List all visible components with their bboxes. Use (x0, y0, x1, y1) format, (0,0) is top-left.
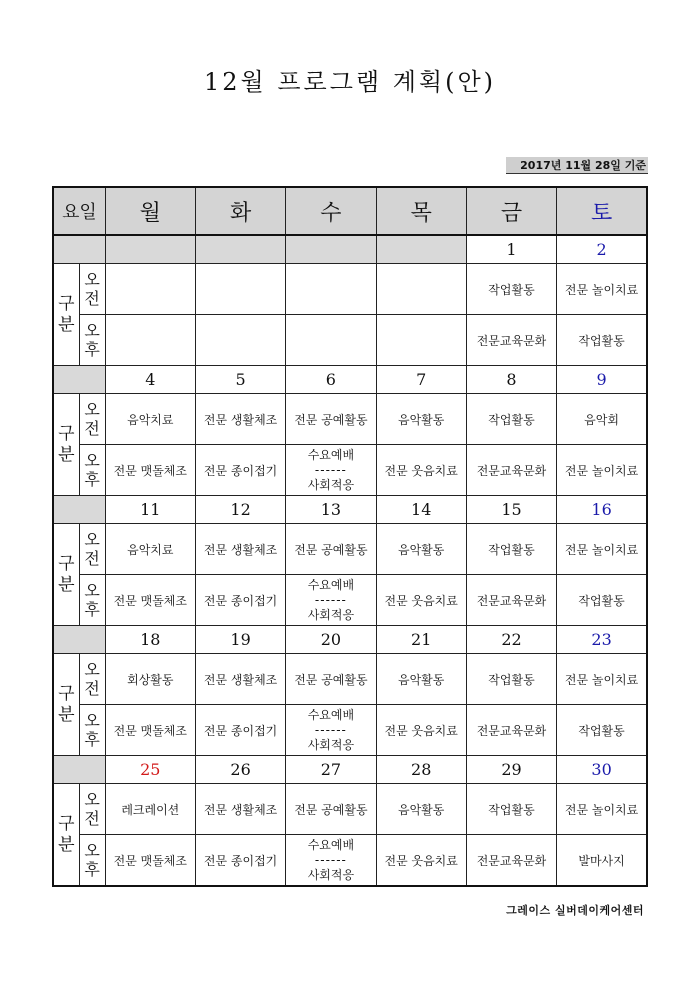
activity-line: 사회적응 (307, 867, 355, 882)
activity-cell: 음악활동 (376, 654, 466, 705)
activity-cell: 전문 놀이치료 (557, 524, 647, 575)
activity-cell: 전문 웃음치료 (376, 705, 466, 756)
pm-row (53, 835, 647, 887)
group-label (53, 264, 79, 366)
date-cell: 16 (557, 496, 647, 524)
activity-cell: 작업활동 (557, 705, 647, 756)
activity-cell (195, 315, 285, 366)
activity-cell: 전문 놀이치료 (557, 654, 647, 705)
date-cell: 23 (557, 626, 647, 654)
activity-cell: 전문 웃음치료 (376, 835, 466, 887)
activity-cell: 전문교육문화 (466, 445, 556, 496)
activity-cell: 전문 놀이치료 (557, 445, 647, 496)
am-row (53, 654, 647, 705)
date-row (53, 626, 647, 654)
activity-cell: 음악회 (557, 394, 647, 445)
pm-row (53, 445, 647, 496)
activity-cell: 발마사지 (557, 835, 647, 887)
am-row (53, 524, 647, 575)
activity-cell: 레크레이션 (105, 784, 195, 835)
am-label (79, 654, 105, 705)
date-cell (195, 235, 285, 264)
activity-line: 수요예배 (307, 447, 355, 462)
activity-line: ------ (314, 722, 347, 737)
date-cell: 9 (557, 366, 647, 394)
activity-cell (376, 264, 466, 315)
group-label (53, 524, 79, 626)
date-cell: 29 (466, 756, 556, 784)
activity-cell: 전문교육문화 (466, 575, 556, 626)
activity-cell: 전문 생활체조 (195, 784, 285, 835)
am-row (53, 394, 647, 445)
pm-row (53, 575, 647, 626)
activity-cell: 작업활동 (557, 575, 647, 626)
activity-cell (286, 705, 376, 756)
date-cell: 18 (105, 626, 195, 654)
header-day-fri: 금 (466, 187, 556, 235)
date-cell: 30 (557, 756, 647, 784)
pm-row (53, 705, 647, 756)
date-row-blank (53, 235, 105, 264)
header-corner: 요일 (53, 187, 105, 235)
activity-cell (286, 445, 376, 496)
am-row (53, 264, 647, 315)
activity-cell: 전문 생활체조 (195, 654, 285, 705)
activity-line: 사회적응 (307, 607, 355, 622)
pm-label-text: 오후 (84, 581, 100, 619)
activity-cell: 전문 맷돌체조 (105, 445, 195, 496)
activity-line: 사회적응 (307, 477, 355, 492)
activity-cell (105, 264, 195, 315)
activity-line: 사회적응 (307, 737, 355, 752)
date-cell (105, 235, 195, 264)
date-note: 2017년 11월 28일 기준 (506, 157, 648, 174)
page-title: 12월 프로그램 계획(안) (204, 68, 496, 96)
date-cell: 7 (376, 366, 466, 394)
activity-cell: 전문 웃음치료 (376, 445, 466, 496)
activity-cell (286, 315, 376, 366)
am-label-text: 오전 (84, 790, 100, 828)
activity-line: ------ (314, 462, 347, 477)
activity-cell: 전문 공예활동 (286, 784, 376, 835)
date-cell: 26 (195, 756, 285, 784)
header-day-wed: 수 (286, 187, 376, 235)
date-cell: 15 (466, 496, 556, 524)
activity-line: ------ (314, 852, 347, 867)
am-row (53, 784, 647, 835)
group-label (53, 784, 79, 887)
center-name: 그레이스 실버데이케어센터 (506, 904, 644, 917)
date-row (53, 756, 647, 784)
am-label (79, 524, 105, 575)
date-row (53, 496, 647, 524)
activity-line: 수요예배 (307, 577, 355, 592)
activity-cell: 전문교육문화 (466, 705, 556, 756)
date-cell: 8 (466, 366, 556, 394)
activity-cell: 전문 종이접기 (195, 575, 285, 626)
activity-cell (286, 575, 376, 626)
schedule-table (52, 186, 648, 887)
date-cell: 1 (466, 235, 556, 264)
activity-cell: 전문 종이접기 (195, 705, 285, 756)
activity-cell: 음악활동 (376, 394, 466, 445)
date-row (53, 235, 647, 264)
am-label (79, 264, 105, 315)
pm-label (79, 315, 105, 366)
pm-label (79, 835, 105, 887)
date-row-blank (53, 756, 105, 784)
am-label-text: 오전 (84, 400, 100, 438)
activity-cell (286, 264, 376, 315)
am-label-text: 오전 (84, 660, 100, 698)
am-label (79, 784, 105, 835)
activity-line: 수요예배 (307, 837, 355, 852)
activity-cell: 전문 종이접기 (195, 445, 285, 496)
activity-cell: 작업활동 (466, 524, 556, 575)
date-cell (286, 235, 376, 264)
pm-label (79, 705, 105, 756)
activity-cell: 전문 공예활동 (286, 524, 376, 575)
date-cell (376, 235, 466, 264)
pm-label (79, 575, 105, 626)
activity-cell: 전문 놀이치료 (557, 784, 647, 835)
activity-cell: 전문 웃음치료 (376, 575, 466, 626)
date-cell: 11 (105, 496, 195, 524)
header-day-tue: 화 (195, 187, 285, 235)
date-cell: 28 (376, 756, 466, 784)
activity-cell: 회상활동 (105, 654, 195, 705)
activity-cell: 음악활동 (376, 784, 466, 835)
pm-label (79, 445, 105, 496)
date-cell: 21 (376, 626, 466, 654)
date-cell: 4 (105, 366, 195, 394)
pm-label-text: 오후 (84, 711, 100, 749)
activity-cell (195, 264, 285, 315)
date-cell: 27 (286, 756, 376, 784)
am-label-text: 오전 (84, 270, 100, 308)
activity-cell: 전문 놀이치료 (557, 264, 647, 315)
header-row (53, 187, 647, 235)
activity-cell: 작업활동 (557, 315, 647, 366)
header-day-mon: 월 (105, 187, 195, 235)
activity-cell: 전문교육문화 (466, 315, 556, 366)
activity-cell: 전문교육문화 (466, 835, 556, 887)
date-cell: 14 (376, 496, 466, 524)
activity-cell: 전문 맷돌체조 (105, 835, 195, 887)
date-row (53, 366, 647, 394)
date-cell: 6 (286, 366, 376, 394)
date-cell: 19 (195, 626, 285, 654)
activity-cell: 음악치료 (105, 394, 195, 445)
date-cell: 2 (557, 235, 647, 264)
date-cell: 5 (195, 366, 285, 394)
pm-label-text: 오후 (84, 841, 100, 879)
date-cell: 22 (466, 626, 556, 654)
date-cell: 13 (286, 496, 376, 524)
activity-cell (376, 315, 466, 366)
activity-cell (105, 315, 195, 366)
activity-cell: 전문 공예활동 (286, 394, 376, 445)
activity-cell: 작업활동 (466, 784, 556, 835)
activity-cell: 음악치료 (105, 524, 195, 575)
group-label-text: 구분 (58, 423, 75, 465)
date-row-blank (53, 366, 105, 394)
activity-line: 수요예배 (307, 707, 355, 722)
date-row-blank (53, 496, 105, 524)
group-label (53, 394, 79, 496)
header-day-thu: 목 (376, 187, 466, 235)
date-cell: 25 (105, 756, 195, 784)
date-cell: 12 (195, 496, 285, 524)
pm-row (53, 315, 647, 366)
am-label (79, 394, 105, 445)
group-label-text: 구분 (58, 683, 75, 725)
activity-cell: 전문 맷돌체조 (105, 705, 195, 756)
activity-cell (286, 835, 376, 887)
activity-cell: 전문 생활체조 (195, 394, 285, 445)
group-label-text: 구분 (58, 813, 75, 855)
activity-cell: 전문 생활체조 (195, 524, 285, 575)
pm-label-text: 오후 (84, 321, 100, 359)
header-day-sat: 토 (557, 187, 647, 235)
am-label-text: 오전 (84, 530, 100, 568)
activity-cell: 음악활동 (376, 524, 466, 575)
activity-cell: 전문 종이접기 (195, 835, 285, 887)
pm-label-text: 오후 (84, 451, 100, 489)
group-label (53, 654, 79, 756)
activity-cell: 작업활동 (466, 394, 556, 445)
activity-cell: 전문 공예활동 (286, 654, 376, 705)
activity-cell: 작업활동 (466, 654, 556, 705)
activity-cell: 작업활동 (466, 264, 556, 315)
date-row-blank (53, 626, 105, 654)
group-label-text: 구분 (58, 293, 75, 335)
date-cell: 20 (286, 626, 376, 654)
activity-line: ------ (314, 592, 347, 607)
group-label-text: 구분 (58, 553, 75, 595)
activity-cell: 전문 맷돌체조 (105, 575, 195, 626)
